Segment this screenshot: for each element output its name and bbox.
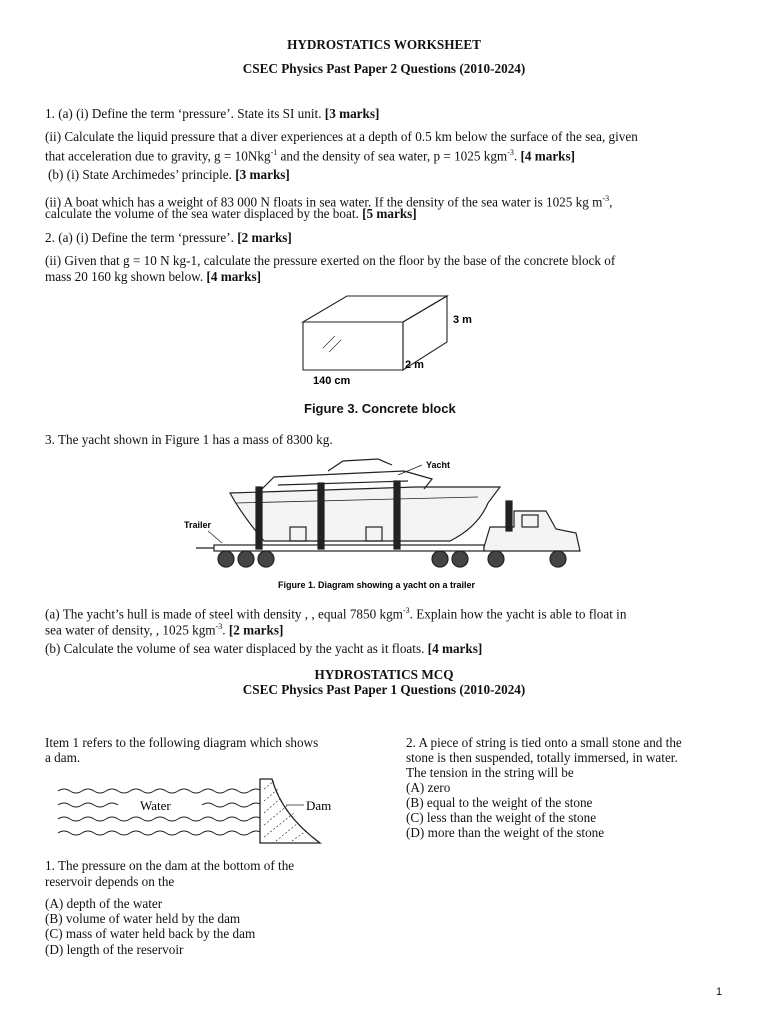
yacht-trailer-figure bbox=[178, 455, 590, 593]
wheel-5 bbox=[452, 551, 468, 567]
mcq-title: HYDROSTATICS MCQ bbox=[314, 667, 454, 682]
q1-b-ii-line1: (ii) A boat which has a weight of 83 000 N floats in sea water. If the density of the sea water is 1025 kg $m^{-3}$, bbox=[45, 194, 613, 210]
q3-intro: 3. The yacht shown in Figure 1 has a mass of 8300 kg. bbox=[45, 432, 333, 447]
item1-intro-line2: a dam. bbox=[45, 750, 81, 765]
q1-b-ii-line2: calculate the volume of the sea water displaced by the boat. [5 marks] bbox=[45, 206, 417, 221]
figure3-caption: Figure 3. Concrete block bbox=[304, 401, 456, 416]
label-water: Water bbox=[140, 798, 171, 813]
mcq1-option-a: (A) depth of the water bbox=[45, 896, 163, 911]
wheel-4 bbox=[432, 551, 448, 567]
mcq2-stem-line1: 2. A piece of string is tied onto a small stone and the bbox=[406, 735, 682, 750]
trailer-bed bbox=[214, 545, 484, 551]
mcq2-option-a: (A) zero bbox=[406, 780, 451, 795]
label-dam: Dam bbox=[306, 798, 332, 813]
mcq2-option-d: (D) more than the weight of the stone bbox=[406, 825, 605, 840]
wheel-6 bbox=[488, 551, 504, 567]
truck-exhaust bbox=[506, 501, 512, 531]
dam-figure bbox=[50, 775, 350, 847]
water-wave-1 bbox=[58, 789, 262, 793]
mcq2-option-b: (B) equal to the weight of the stone bbox=[406, 795, 593, 810]
q3-a-line1: (a) The yacht’s hull is made of steel with density , , equal 7850 kgm$^{-3}$. Explain how the yacht is able to float in bbox=[45, 606, 627, 622]
mcq1-stem-line2: reservoir depends on the bbox=[45, 874, 175, 889]
label-trailer: Trailer bbox=[184, 520, 212, 530]
wheel-7 bbox=[550, 551, 566, 567]
wheel-1 bbox=[218, 551, 234, 567]
label-height: 3 m bbox=[453, 314, 472, 326]
strap-3 bbox=[394, 481, 400, 549]
label-yacht: Yacht bbox=[426, 460, 451, 470]
mcq1-option-b: (B) volume of water held by the dam bbox=[45, 911, 241, 926]
q1-a-ii-line2: that acceleration due to gravity, g = 10Nkg$^{-1}$ and the density of sea water, p = 1025 kgm$^{-3}$. [4 marks] bbox=[45, 148, 576, 164]
water-wave-2 bbox=[58, 803, 118, 807]
mcq2-stem-line2: stone is then suspended, totally immersed, in water. bbox=[406, 750, 678, 765]
mcq2-option-c: (C) less than the weight of the stone bbox=[406, 810, 597, 825]
wheel-3 bbox=[258, 551, 274, 567]
mcq1-stem-line1: 1. The pressure on the dam at the bottom of the bbox=[45, 858, 295, 873]
block-front-face bbox=[303, 322, 403, 370]
strap-2 bbox=[318, 483, 324, 549]
water-wave-4 bbox=[58, 817, 262, 821]
strap-1 bbox=[256, 487, 262, 549]
label-length: 140 cm bbox=[313, 375, 351, 387]
page-number: 1 bbox=[716, 986, 723, 998]
mcq-subtitle: CSEC Physics Past Paper 1 Questions (2010-2024) bbox=[242, 682, 526, 697]
label-depth: 2 m bbox=[405, 359, 424, 371]
q2-a-ii-line1: (ii) Given that g = 10 N kg-1, calculate the pressure exerted on the floor by the base of the concrete block of bbox=[45, 253, 616, 268]
q3-b: (b) Calculate the volume of sea water displaced by the yacht as it floats. [4 marks] bbox=[45, 641, 483, 656]
yacht-hull bbox=[230, 487, 500, 541]
truck-cab bbox=[484, 511, 580, 551]
mcq1-option-d: (D) length of the reservoir bbox=[45, 942, 184, 957]
wheel-2 bbox=[238, 551, 254, 567]
yacht-flybridge bbox=[328, 459, 392, 471]
q3-a-line2: sea water of density, , 1025 kgm$^{-3}$. [2 marks] bbox=[45, 622, 284, 638]
water-wave-3 bbox=[202, 803, 262, 807]
mcq2-stem-line3: The tension in the string will be bbox=[406, 765, 574, 780]
worksheet-title: HYDROSTATICS WORKSHEET bbox=[287, 37, 481, 52]
water-wave-5 bbox=[58, 831, 262, 835]
q2-a-ii-line2: mass 20 160 kg shown below. [4 marks] bbox=[45, 269, 261, 284]
mcq1-option-c: (C) mass of water held back by the dam bbox=[45, 926, 256, 941]
q2-a-i: 2. (a) (i) Define the term ‘pressure’. [2 marks] bbox=[45, 230, 292, 245]
concrete-block-figure bbox=[295, 290, 485, 395]
q1-a-i: 1. (a) (i) Define the term ‘pressure’. State its SI unit. [3 marks] bbox=[45, 106, 380, 121]
worksheet-subtitle: CSEC Physics Past Paper 2 Questions (2010-2024) bbox=[242, 61, 526, 76]
item1-intro-line1: Item 1 refers to the following diagram which shows bbox=[45, 735, 319, 750]
q1-b-i: (b) (i) State Archimedes’ principle. [3 marks] bbox=[48, 167, 290, 182]
q1-a-ii-line1: (ii) Calculate the liquid pressure that a diver experiences at a depth of 0.5 km below the surface of the sea, given bbox=[45, 129, 638, 144]
figure1-caption: Figure 1. Diagram showing a yacht on a trailer bbox=[278, 580, 476, 590]
